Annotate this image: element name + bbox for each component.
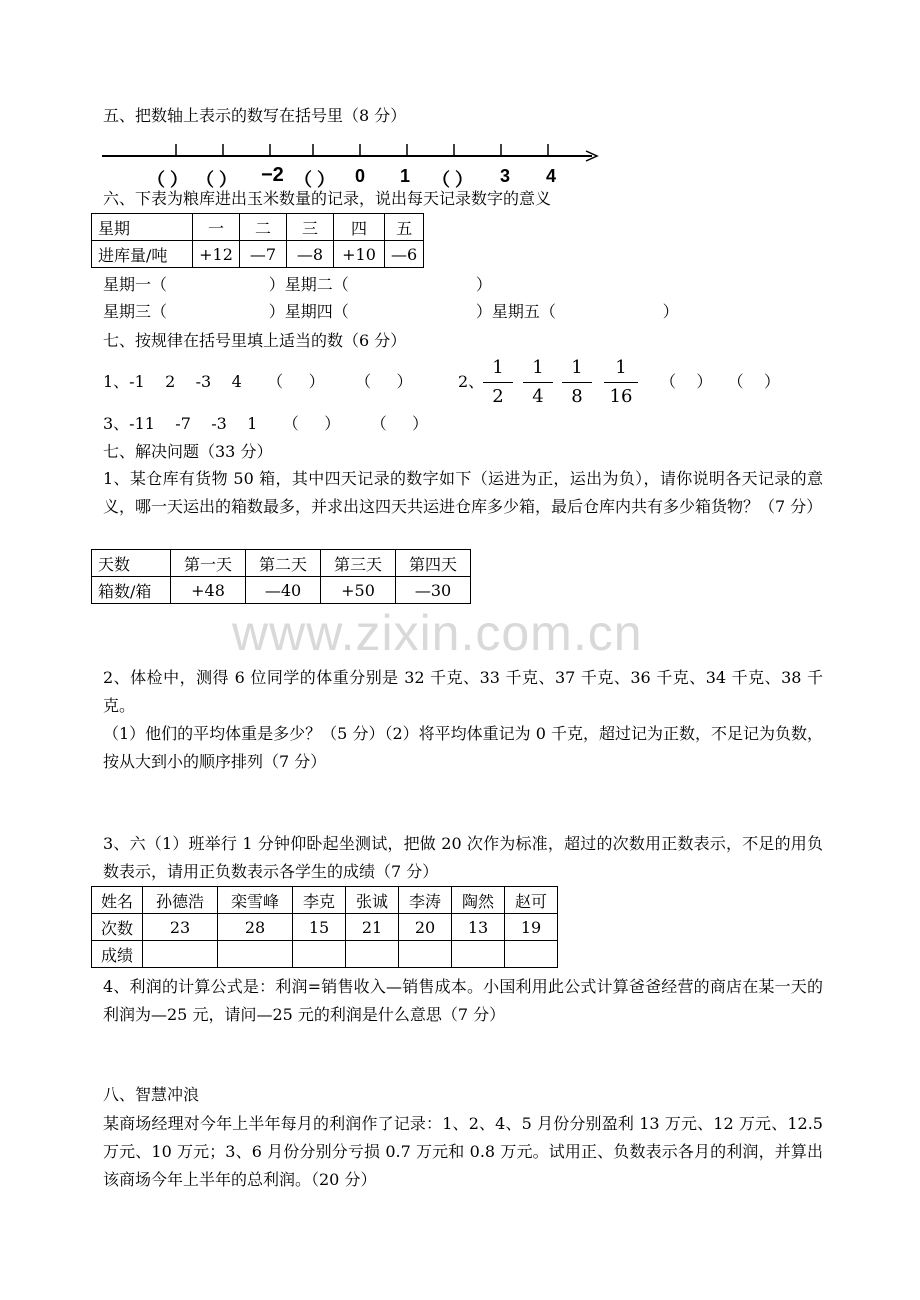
table-row [92, 941, 558, 968]
sequence-q2-prefix: 2、 [458, 372, 485, 391]
table-row [92, 887, 558, 914]
table-cell: —6 [385, 241, 424, 268]
problem-2-text: 2、体检中，测得 6 位同学的体重分别是 32 千克、33 千克、37 千克、36 千克、34 千克、38 千克。 [103, 668, 823, 715]
sequence-q1: 1、-1 2 -3 4 （ ） （ ） [103, 372, 413, 391]
watermark: www.zixin.com.cn [232, 605, 643, 661]
problem-4-text: 4、利润的计算公式是：利润=销售收入—销售成本。小国利用此公式计算爸爸经营的商店在某一天的利润为—25 元，请问—25 元的利润是什么意思（7 分） [103, 977, 823, 1024]
fraction [523, 356, 553, 409]
fraction-denominator: 16 [609, 386, 633, 407]
number-line [100, 140, 605, 166]
table-cell: 21 [346, 914, 399, 941]
table-cell: 20 [399, 914, 452, 941]
warehouse-table [91, 549, 471, 604]
number-line-label: （ ） [196, 170, 238, 190]
sequence-q2-blanks: （ ） （ ） [660, 372, 780, 391]
fraction-numerator: 1 [532, 357, 544, 378]
number-line-label: （ ） [147, 170, 189, 190]
fraction-denominator: 8 [571, 386, 583, 407]
table-cell: 二 [240, 214, 287, 241]
section6-answers-row1: 星期一（ ）星期二（ ） [103, 275, 492, 294]
section8-text: 某商场经理对今年上半年每月的利润作了记录：1、2、4、5 月份分别盈利 13 万元、12 万元、12.5 万元、10 万元；3、6 月份分别分亏损 0.7 万元和 0.8 万元。试用正、负数表示各月的利润，并算出该商场今年上半年的总利润。（20 分） [103, 1114, 823, 1189]
table-row [92, 241, 424, 268]
fraction-numerator: 1 [492, 357, 504, 378]
table-row [92, 577, 471, 604]
table-cell: 李涛 [399, 887, 452, 914]
table-row [92, 214, 424, 241]
table-cell: 李克 [293, 887, 346, 914]
fraction-denominator: 2 [492, 386, 504, 407]
table-cell: 三 [287, 214, 334, 241]
fraction-bar [562, 382, 592, 383]
number-line-ticks [176, 144, 548, 156]
table-cell: +12 [193, 241, 240, 268]
table-cell: 陶然 [452, 887, 505, 914]
situp-table [91, 886, 558, 968]
table-cell: +10 [334, 241, 385, 268]
number-line-label: 1 [400, 166, 411, 186]
fraction [483, 356, 513, 409]
fraction-numerator: 1 [615, 357, 627, 378]
number-line-label: 0 [355, 166, 366, 186]
section6-title: 六、下表为粮库进出玉米数量的记录，说出每天记录数字的意义 [103, 189, 552, 208]
section6-answers-row2: 星期三（ ）星期四（ ）星期五（ ） [103, 302, 679, 321]
table-cell: 张诚 [346, 887, 399, 914]
table-cell [293, 941, 346, 968]
table-cell: 四 [334, 214, 385, 241]
number-line-label: 3 [500, 166, 511, 186]
problem-1-text: 1、某仓库有货物 50 箱，其中四天记录的数字如下（运进为正，运出为负），请你说明各天记录的意义，哪一天运出的箱数最多，并求出这四天共运进仓库多少箱，最后仓库内共有多少箱货物？（7 分） [103, 469, 823, 516]
number-line-label: （ ） [432, 170, 474, 190]
table-cell: 23 [143, 914, 218, 941]
problem-3-text: 3、六（1）班举行 1 分钟仰卧起坐测试，把做 20 次作为标准，超过的次数用正数表示，不足的用负数表示，请用正负数表示各学生的成绩（7 分） [103, 834, 823, 881]
fraction-bar [604, 382, 638, 383]
table-cell [399, 941, 452, 968]
table-cell: 一 [193, 214, 240, 241]
problem-2-subquestions: （1）他们的平均体重是多少？（5 分）（2）将平均体重记为 0 千克，超过记为正数，不足记为负数，按从大到小的顺序排列（7 分） [103, 724, 823, 771]
table-row [92, 914, 558, 941]
table-cell: 星期 [92, 214, 193, 241]
table-cell: 天数 [92, 550, 171, 577]
table-cell: 第一天 [171, 550, 246, 577]
fraction-bar [483, 382, 513, 383]
fraction-numerator: 1 [571, 357, 583, 378]
table-cell: 孙德浩 [143, 887, 218, 914]
table-row [92, 550, 471, 577]
table-cell [505, 941, 558, 968]
table-cell: 次数 [92, 914, 143, 941]
table-cell: 赵可 [505, 887, 558, 914]
table-cell: 第二天 [246, 550, 321, 577]
table-cell: 第四天 [396, 550, 471, 577]
table-cell: —7 [240, 241, 287, 268]
table-cell [452, 941, 505, 968]
number-line-label: （ ） [294, 170, 336, 190]
table-cell: —8 [287, 241, 334, 268]
table-cell: —40 [246, 577, 321, 604]
section5-title: 五、把数轴上表示的数写在括号里（8 分） [103, 106, 407, 125]
fraction [562, 356, 592, 409]
table-cell: 姓名 [92, 887, 143, 914]
sequence-q3: 3、-11 -7 -3 1 （ ） （ ） [103, 414, 429, 433]
table-cell: 栾雪峰 [218, 887, 293, 914]
table-cell [143, 941, 218, 968]
table-cell [218, 941, 293, 968]
number-line-label: 4 [546, 166, 557, 186]
grain-table [91, 213, 424, 268]
table-cell: 13 [452, 914, 505, 941]
fraction-bar [523, 382, 553, 383]
table-cell: 五 [385, 214, 424, 241]
table-cell: 成绩 [92, 941, 143, 968]
number-line-label: −2 [261, 164, 284, 186]
table-cell [346, 941, 399, 968]
table-cell: 箱数/箱 [92, 577, 171, 604]
fraction [604, 356, 638, 409]
table-cell: +50 [321, 577, 396, 604]
section8-title: 八、智慧冲浪 [103, 1085, 200, 1104]
fraction-denominator: 4 [532, 386, 544, 407]
table-cell: 28 [218, 914, 293, 941]
table-cell: +48 [171, 577, 246, 604]
section7b-title: 七、解决问题（33 分） [103, 442, 273, 461]
table-cell: 进库量/吨 [92, 241, 193, 268]
table-cell: 15 [293, 914, 346, 941]
table-cell: 第三天 [321, 550, 396, 577]
table-cell: —30 [396, 577, 471, 604]
table-cell: 19 [505, 914, 558, 941]
section7a-title: 七、按规律在括号里填上适当的数（6 分） [103, 331, 407, 350]
